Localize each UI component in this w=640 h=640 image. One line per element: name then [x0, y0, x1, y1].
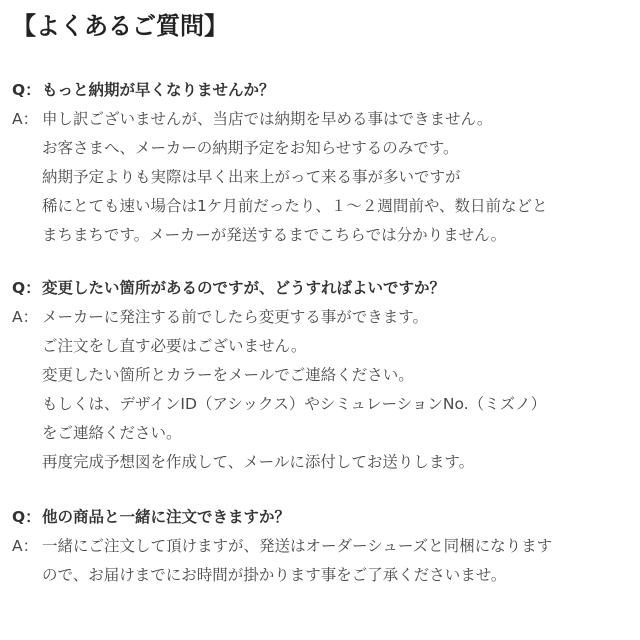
faq-item-1 — [12, 76, 637, 250]
answer-prefix: A： — [12, 537, 39, 555]
faq-answer-line: ので、お届けまでにお時間が掛かります事をご了承くださいませ。 — [42, 566, 507, 584]
faq-answer-line — [12, 105, 637, 134]
answer-prefix: A： — [12, 110, 39, 128]
answer-text: 申し訳ございませんが、当店では納期を早める事はできません。 — [42, 110, 493, 128]
faq-answer-line — [12, 303, 637, 332]
faq-answer-line: 稀にとても速い場合は1ケ月前だったり、１～２週間前や、数日前などと — [42, 197, 548, 215]
question-text: 他の商品と一緒に注文できますか？ — [42, 508, 291, 526]
answer-text: 一緒にご注文して頂けますが、発送はオーダーシューズと同梱になります — [42, 537, 553, 555]
faq-answer-line: をご連絡ください。 — [42, 424, 182, 442]
question-text: 変更したい箇所があるのですが、どうすればよいですか？ — [42, 279, 446, 297]
question-prefix: Q： — [12, 508, 41, 526]
faq-answer-line: 変更したい箇所とカラーをメールでご連絡ください。 — [42, 366, 414, 384]
faq-question — [12, 274, 637, 303]
faq-answer-line: まちまちです。メーカーが発送するまでこちらでは分かりません。 — [42, 226, 507, 244]
question-text: もっと納期が早くなりませんか？ — [42, 81, 275, 99]
answer-text: メーカーに発注する前でしたら変更する事ができます。 — [42, 308, 428, 326]
faq-item-3 — [12, 503, 637, 590]
answer-prefix: A： — [12, 308, 39, 326]
question-prefix: Q： — [12, 81, 41, 99]
faq-item-2 — [12, 274, 637, 477]
faq-answer-line: お客さまへ、メーカーの納期予定をお知らせするのみです。 — [42, 139, 459, 157]
page-title: 【よくあるご質問】 — [12, 12, 228, 40]
faq-question — [12, 503, 637, 532]
faq-answer-line: もしくは、デザインID（アシックス）やシミュレーションNo.（ミズノ） — [42, 395, 547, 413]
faq-answer-line: ご注文をし直す必要はございません。 — [42, 337, 307, 355]
faq-answer-line — [12, 532, 637, 561]
faq-answer-line: 再度完成予想図を作成して、メールに添付してお送りします。 — [42, 453, 475, 471]
faq-question — [12, 76, 637, 105]
faq-answer-line: 納期予定よりも実際は早く出来上がって来る事が多いですが — [42, 168, 461, 186]
question-prefix: Q： — [12, 279, 41, 297]
